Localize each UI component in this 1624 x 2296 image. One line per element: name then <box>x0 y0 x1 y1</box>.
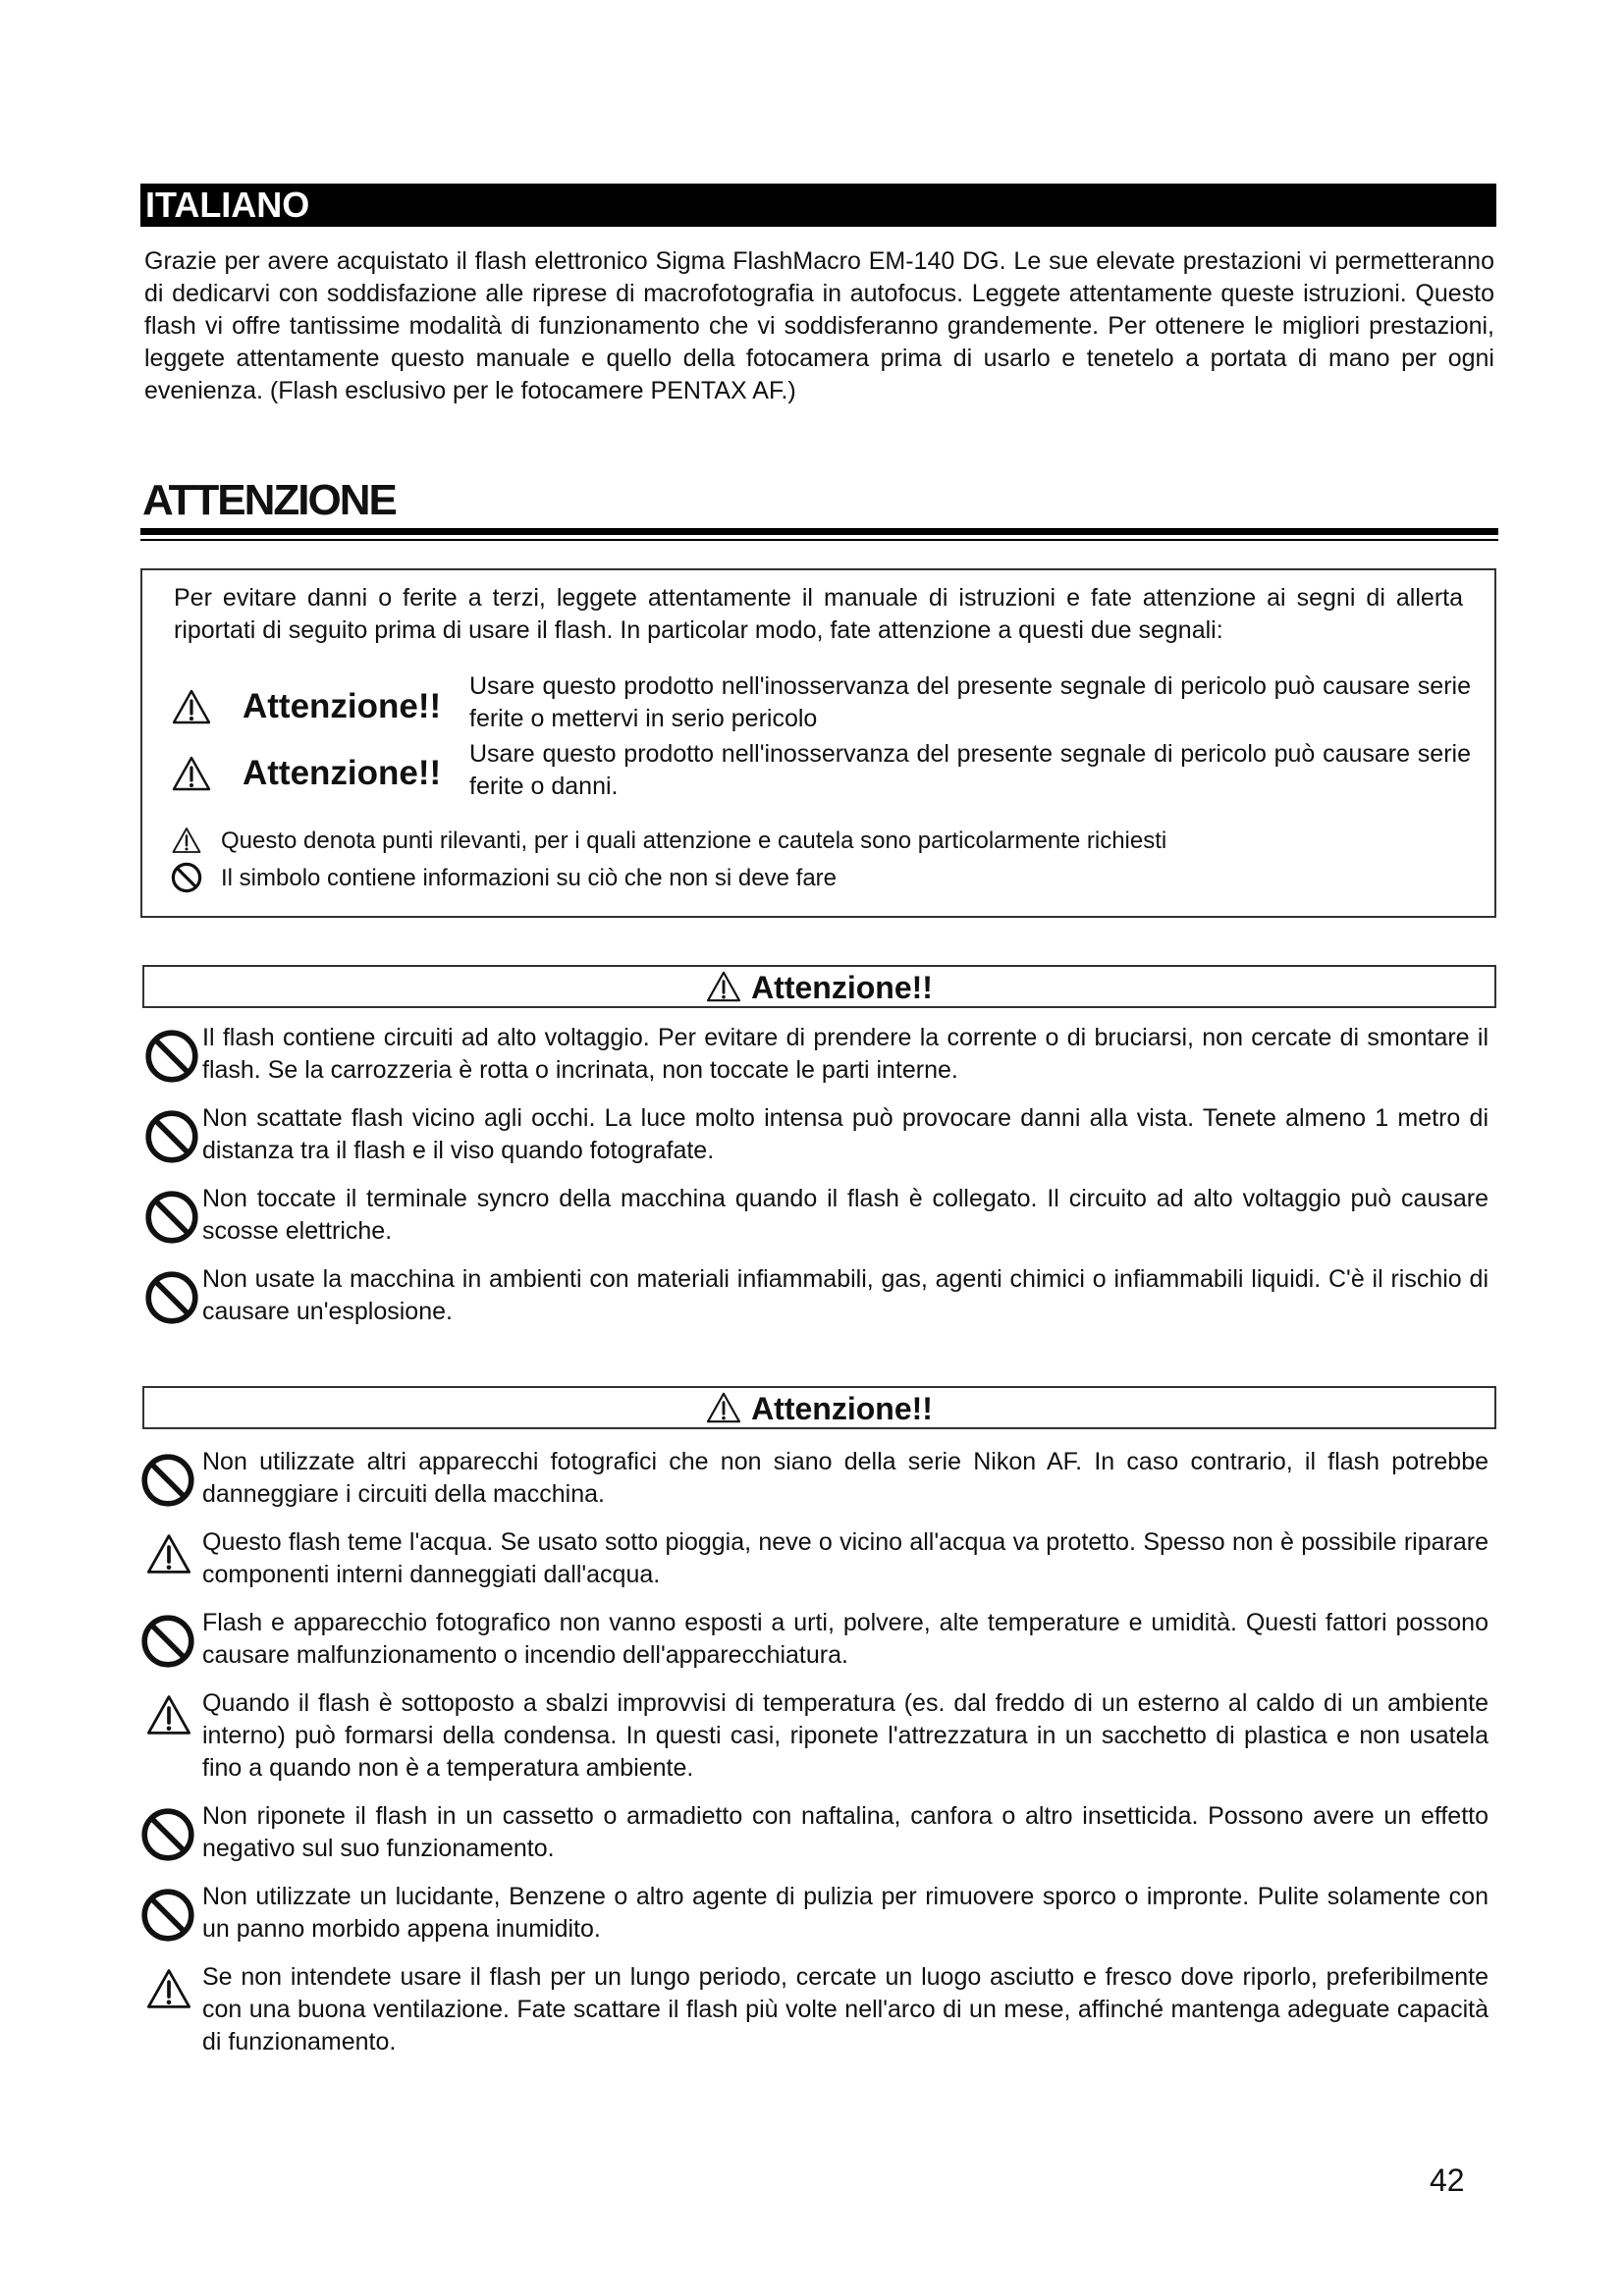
warning-triangle-icon <box>146 1968 191 2009</box>
list-item: Quando il flash è sottoposto a sbalzi improvvisi di temperatura (es. dal freddo di un esterno al caldo di un ambiente interno) può formarsi della condensa. In questi casi, riponete l'attrezzatura in un sacchetto di plastica e non usatela fino a quando non è a temperatura ambiente. <box>202 1689 1489 1782</box>
list-item: Questo flash teme l'acqua. Se usato sotto pioggia, neve o vicino all'acqua va protetto. Spesso non è possibile riparare componenti interni danneggiati dall'acqua. <box>202 1528 1489 1588</box>
section-header-caution <box>142 1386 1496 1429</box>
attention-heading: ATTENZIONE <box>142 476 396 524</box>
list-item: Non utilizzate altri apparecchi fotografici che non siano della serie Nikon AF. In caso contrario, il flash potrebbe danneggiare i circuiti della macchina. <box>202 1448 1489 1508</box>
prohibition-icon <box>144 1270 199 1325</box>
prohibition-icon <box>140 1614 195 1669</box>
warning-box-intro: Per evitare danni o ferite a terzi, leggete attentamente il manuale di istruzioni e fate attenzione ai segni di allerta riportati di seguito prima di usare il flash. In particolar modo, fate attenzione a questi due segnali: <box>174 584 1463 644</box>
signal-label: Attenzione!! <box>243 754 442 792</box>
signal-label: Attenzione!! <box>243 687 442 725</box>
prohibition-icon <box>144 1190 199 1245</box>
warning-triangle-icon <box>172 756 211 791</box>
warning-triangle-icon <box>706 971 741 1002</box>
prohibition-icon <box>171 862 202 893</box>
list-item: Flash e apparecchio fotografico non vanno esposti a urti, polvere, alte temperature e umidità. Questi fattori possono causare malfunzionamento o incendio dell'apparecchiatura. <box>202 1609 1489 1669</box>
list-item: Se non intendete usare il flash per un lungo periodo, cercate un luogo asciutto e fresco dove riporlo, preferibilmente con una buona ventilazione. Fate scattare il flash più volte nell'arco di un mese, affinché mantenga adeguate capacità di funzionamento. <box>202 1963 1489 2056</box>
signal-description: Usare questo prodotto nell'inosservanza del presente segnale di pericolo può causare serie ferite o mettervi in serio pericolo <box>469 672 1471 732</box>
warning-triangle-icon <box>146 1533 191 1575</box>
list-item: Non scattate flash vicino agli occhi. La luce molto intensa può provocare danni alla vista. Tenete almeno 1 metro di distanza tra il flash e il viso quando fotografate. <box>202 1104 1489 1164</box>
warning-triangle-icon <box>172 827 201 854</box>
prohibition-icon <box>140 1453 195 1508</box>
list-item: Non toccate il terminale syncro della macchina quando il flash è collegato. Il circuito ad alto voltaggio può causare scosse elettriche. <box>202 1185 1489 1245</box>
signal-description: Usare questo prodotto nell'inosservanza del presente segnale di pericolo può causare serie ferite o danni. <box>469 740 1471 800</box>
section-header-danger <box>142 965 1496 1008</box>
warning-triangle-icon <box>146 1694 191 1735</box>
list-item: Non utilizzate un lucidante, Benzene o altro agente di pulizia per rimuovere sporco o impronte. Pulite solamente con un panno morbido appena inumidito. <box>202 1883 1489 1943</box>
heading-rule-thick <box>140 528 1498 535</box>
language-banner: ITALIANO <box>140 184 1496 227</box>
section-title: Attenzione!! <box>751 1391 933 1426</box>
legend-prohibition-text: Il simbolo contiene informazioni su ciò che non si deve fare <box>221 865 837 891</box>
page-number: 42 <box>1430 2163 1465 2198</box>
prohibition-icon <box>144 1109 199 1164</box>
warning-triangle-icon <box>172 689 211 724</box>
intro-paragraph: Grazie per avere acquistato il flash elettronico Sigma FlashMacro EM-140 DG. Le sue elevate prestazioni vi permetteranno di dedicarvi con soddisfazione alle riprese di macrofotografia in autofocus. Leggete attentamente queste istruzioni. Questo flash vi offre tantissime modalità di funzionamento che vi soddisferanno grandemente. Per ottenere le migliori prestazioni, leggete attentamente questo manuale e quello della fotocamera prima di usarlo e tenetelo a portata di mano per ogni evenienza. (Flash esclusivo per le fotocamere PENTAX AF.) <box>144 247 1494 404</box>
warning-triangle-icon <box>706 1392 741 1423</box>
prohibition-icon <box>144 1029 199 1084</box>
heading-rule-thin <box>140 539 1498 541</box>
section-title: Attenzione!! <box>751 970 933 1005</box>
legend-warning-text: Questo denota punti rilevanti, per i quali attenzione e cautela sono particolarmente richiesti <box>221 828 1167 854</box>
list-item: Il flash contiene circuiti ad alto voltaggio. Per evitare di prendere la corrente o di bruciarsi, non cercate di smontare il flash. Se la carrozzeria è rotta o incrinata, non toccate le parti interne. <box>202 1024 1489 1084</box>
prohibition-icon <box>140 1888 195 1943</box>
prohibition-icon <box>140 1807 195 1862</box>
list-item: Non riponete il flash in un cassetto o armadietto con naftalina, canfora o altro insetticida. Possono avere un effetto negativo sul suo funzionamento. <box>202 1802 1489 1862</box>
list-item: Non usate la macchina in ambienti con materiali infiammabili, gas, agenti chimici o infiammabili liquidi. C'è il rischio di causare un'esplosione. <box>202 1265 1489 1325</box>
